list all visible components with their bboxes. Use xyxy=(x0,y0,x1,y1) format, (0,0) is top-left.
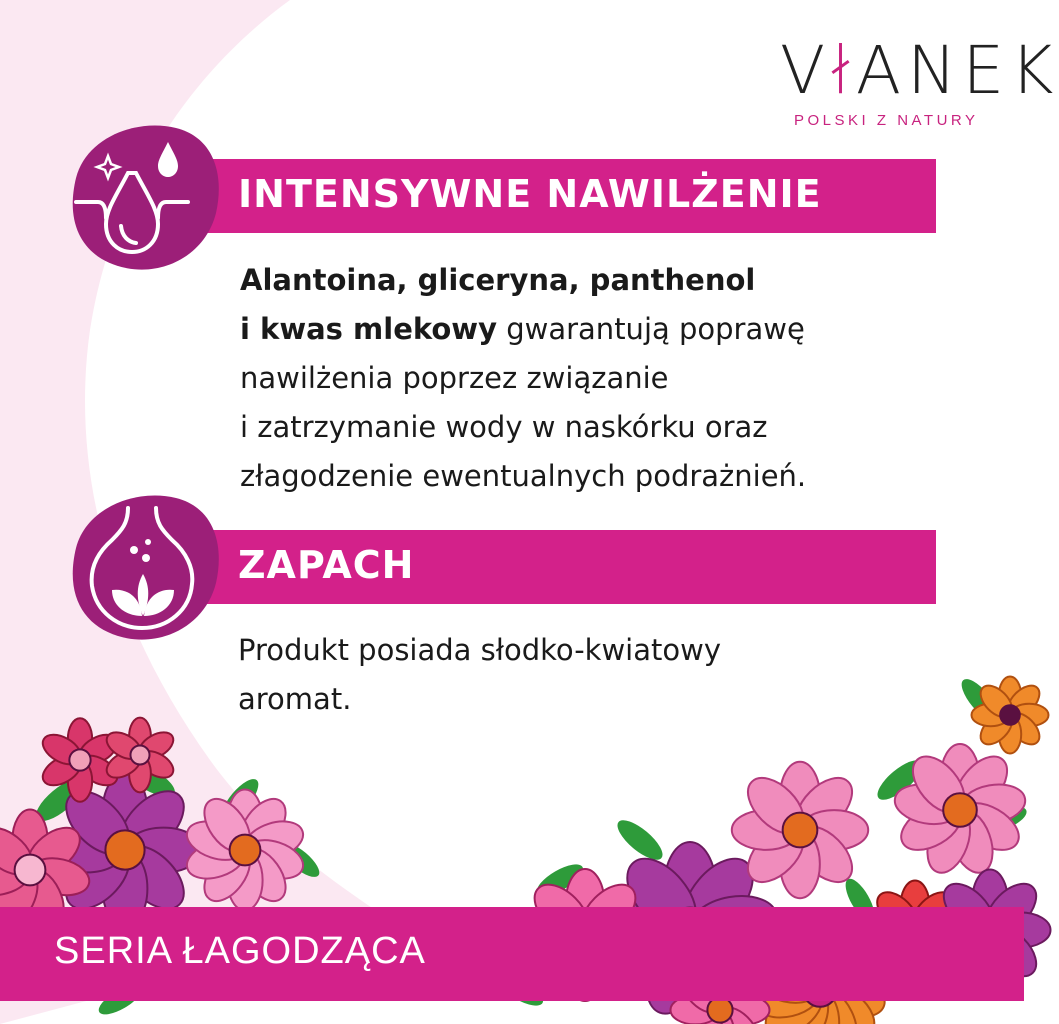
section1-title: INTENSYWNE NAWILŻENIE xyxy=(238,172,822,216)
logo-tagline: POLSKI Z NATURY xyxy=(794,112,979,129)
flower-center xyxy=(943,793,977,827)
flower-center xyxy=(783,813,818,848)
flower-center xyxy=(105,830,144,869)
flower-center xyxy=(15,855,46,886)
series-label: SERIA ŁAGODZĄCA xyxy=(54,930,426,972)
flower-center xyxy=(130,745,149,764)
section1-body-rest: gwarantują poprawę nawilżenia poprzez związanie i zatrzymanie wody w naskórku oraz złagodzenie ewentualnych podrażnień. xyxy=(240,312,807,493)
flower-center xyxy=(707,997,732,1022)
flower-center xyxy=(1000,705,1020,725)
flower-center xyxy=(230,835,261,866)
section2-title: ZAPACH xyxy=(238,543,415,587)
flower-center xyxy=(69,749,90,770)
section1-body-bold: Alantoina, gliceryna, panthenol i kwas mlekowy xyxy=(240,263,756,346)
logo-wordmark: VłANEK xyxy=(780,32,1059,109)
section2-body: Produkt posiada słodko-kwiatowy aromat. xyxy=(238,633,722,716)
